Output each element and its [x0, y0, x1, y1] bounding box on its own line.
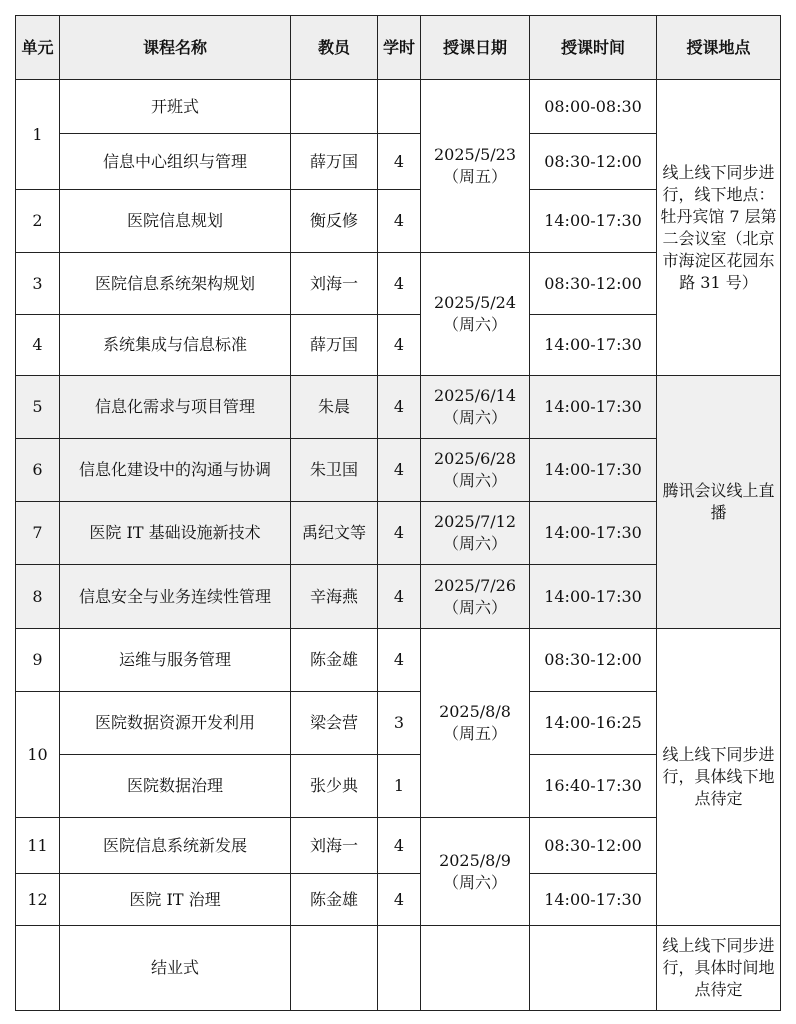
- time-cell: 08:30-12:00: [530, 253, 657, 315]
- hours-cell: 4: [378, 190, 421, 253]
- hours-cell: 4: [378, 315, 421, 376]
- time-cell: [530, 926, 657, 1011]
- course-cell: 医院 IT 基础设施新技术: [60, 502, 291, 565]
- hours-cell: [378, 80, 421, 134]
- weekday-text: （周六）: [442, 872, 507, 892]
- hours-cell: 4: [378, 818, 421, 874]
- date-text: 2025/5/24: [433, 293, 517, 312]
- weekday-text: （周六）: [442, 471, 507, 490]
- teacher-cell: 刘海一: [291, 253, 378, 315]
- header-date: 授课日期: [421, 16, 530, 80]
- course-cell: 信息中心组织与管理: [60, 134, 291, 190]
- date-text: 2025/7/26: [433, 575, 517, 595]
- course-cell: 结业式: [60, 926, 291, 1011]
- teacher-cell: 朱卫国: [291, 439, 378, 502]
- teacher-cell: [291, 926, 378, 1011]
- header-time: 授课时间: [530, 16, 657, 80]
- time-cell: 14:00-17:30: [530, 190, 657, 253]
- hours-cell: 3: [378, 692, 421, 755]
- teacher-cell: 梁会营: [291, 692, 378, 755]
- date-text: 2025/6/28: [433, 449, 517, 468]
- course-cell: 信息安全与业务连续性管理: [60, 565, 291, 629]
- hours-cell: 4: [378, 253, 421, 315]
- course-cell: 医院数据治理: [60, 755, 291, 818]
- unit-cell: [16, 926, 60, 1011]
- hours-cell: 4: [378, 376, 421, 439]
- header-hours: 学时: [378, 16, 421, 80]
- weekday-text: （周六）: [442, 408, 507, 427]
- weekday-text: （周五）: [442, 724, 507, 743]
- date-text: 2025/5/23: [433, 145, 517, 164]
- time-cell: 08:30-12:00: [530, 134, 657, 190]
- course-cell: 信息化需求与项目管理: [60, 376, 291, 439]
- time-cell: 14:00-17:30: [530, 376, 657, 439]
- hours-cell: 4: [378, 502, 421, 565]
- date-cell: [421, 439, 530, 502]
- time-cell: 14:00-16:25: [530, 692, 657, 755]
- date-cell: [421, 253, 530, 376]
- hours-cell: 4: [378, 134, 421, 190]
- unit-cell: 9: [16, 629, 60, 692]
- unit-cell: 12: [16, 874, 60, 926]
- location-cell: 线上线下同步进行，具体线下地点待定: [657, 629, 781, 926]
- teacher-cell: 朱晨: [291, 376, 378, 439]
- unit-cell: 11: [16, 818, 60, 874]
- table-row: [16, 376, 781, 439]
- unit-cell: 1: [16, 80, 60, 190]
- header-row: [16, 16, 781, 80]
- date-cell: [421, 80, 530, 253]
- weekday-text: （周六）: [442, 534, 507, 553]
- hours-cell: 4: [378, 439, 421, 502]
- location-cell: 腾讯会议线上直播: [657, 376, 781, 629]
- date-cell: [421, 565, 530, 629]
- hours-cell: 4: [378, 874, 421, 926]
- teacher-cell: 陈金雄: [291, 629, 378, 692]
- unit-cell: 10: [16, 692, 60, 818]
- teacher-cell: 薛万国: [291, 315, 378, 376]
- time-cell: 08:30-12:00: [530, 818, 657, 874]
- teacher-cell: 张少典: [291, 755, 378, 818]
- date-text: 2025/8/9: [439, 850, 511, 870]
- header-teacher: 教员: [291, 16, 378, 80]
- course-cell: 医院信息系统新发展: [60, 818, 291, 874]
- time-cell: 14:00-17:30: [530, 565, 657, 629]
- teacher-cell: 衡反修: [291, 190, 378, 253]
- table-row: [16, 926, 781, 1011]
- date-text: 2025/8/8: [439, 702, 511, 721]
- hours-cell: [378, 926, 421, 1011]
- teacher-cell: 陈金雄: [291, 874, 378, 926]
- unit-cell: 6: [16, 439, 60, 502]
- teacher-cell: 辛海燕: [291, 565, 378, 629]
- course-cell: 医院 IT 治理: [60, 874, 291, 926]
- time-cell: 14:00-17:30: [530, 315, 657, 376]
- time-cell: 14:00-17:30: [530, 874, 657, 926]
- course-cell: 运维与服务管理: [60, 629, 291, 692]
- teacher-cell: 薛万国: [291, 134, 378, 190]
- date-cell: [421, 926, 530, 1011]
- time-cell: 16:40-17:30: [530, 755, 657, 818]
- course-schedule-table: [15, 15, 781, 1011]
- time-cell: 14:00-17:30: [530, 439, 657, 502]
- course-cell: 信息化建设中的沟通与协调: [60, 439, 291, 502]
- course-cell: 医院信息系统架构规划: [60, 253, 291, 315]
- date-text: 2025/6/14: [433, 386, 517, 405]
- hours-cell: 4: [378, 629, 421, 692]
- header-unit: 单元: [16, 16, 60, 80]
- course-cell: 医院数据资源开发利用: [60, 692, 291, 755]
- location-cell: 线上线下同步进行，具体时间地点待定: [657, 926, 781, 1011]
- weekday-text: （周六）: [442, 597, 507, 617]
- unit-cell: 8: [16, 565, 60, 629]
- weekday-text: （周六）: [442, 315, 507, 334]
- unit-cell: 5: [16, 376, 60, 439]
- header-location: 授课地点: [657, 16, 781, 80]
- date-cell: [421, 376, 530, 439]
- table-row: [16, 80, 781, 134]
- date-cell: [421, 818, 530, 926]
- course-cell: 医院信息规划: [60, 190, 291, 253]
- unit-cell: 7: [16, 502, 60, 565]
- unit-cell: 4: [16, 315, 60, 376]
- date-text: 2025/7/12: [433, 512, 517, 531]
- weekday-text: （周五）: [442, 167, 507, 186]
- unit-cell: 2: [16, 190, 60, 253]
- teacher-cell: 刘海一: [291, 818, 378, 874]
- time-cell: 08:00-08:30: [530, 80, 657, 134]
- header-course: 课程名称: [60, 16, 291, 80]
- course-cell: 开班式: [60, 80, 291, 134]
- table-row: [16, 629, 781, 692]
- course-cell: 系统集成与信息标准: [60, 315, 291, 376]
- time-cell: 08:30-12:00: [530, 629, 657, 692]
- teacher-cell: 禹纪文等: [291, 502, 378, 565]
- location-cell: 线上线下同步进行，线下地点：牡丹宾馆 7 层第二会议室（北京市海淀区花园东路 31 号）: [657, 80, 781, 376]
- unit-cell: 3: [16, 253, 60, 315]
- hours-cell: 4: [378, 565, 421, 629]
- teacher-cell: [291, 80, 378, 134]
- time-cell: 14:00-17:30: [530, 502, 657, 565]
- date-cell: [421, 629, 530, 818]
- date-cell: [421, 502, 530, 565]
- hours-cell: 1: [378, 755, 421, 818]
